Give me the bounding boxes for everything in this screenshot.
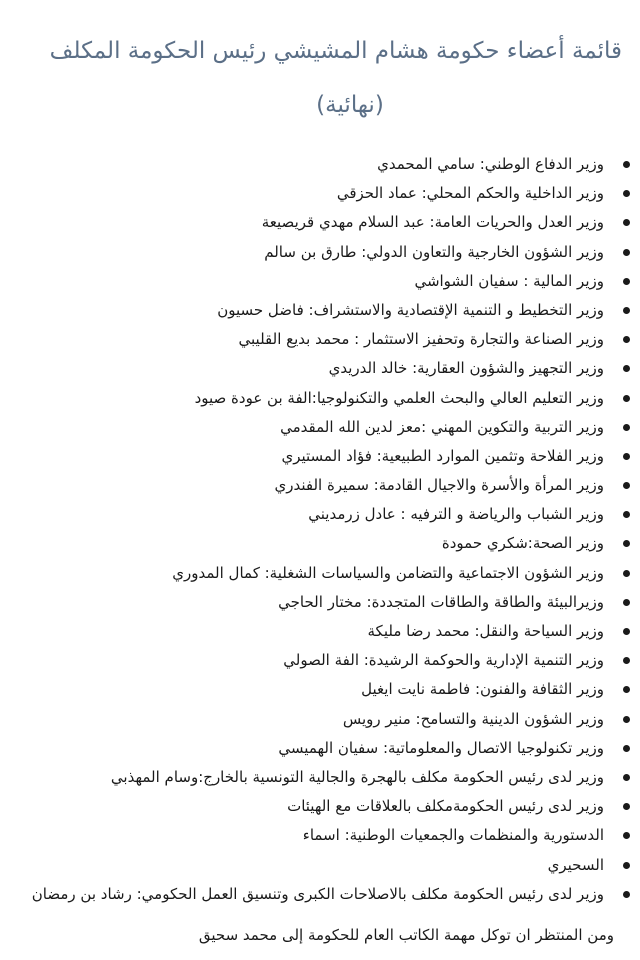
bullet-icon — [623, 745, 630, 752]
list-item — [4, 705, 630, 734]
bullet-icon — [623, 219, 630, 226]
footer-note: ومن المنتظر ان توكل مهمة الكاتب العام للحكومة إلى محمد سحيق — [198, 926, 614, 944]
bullet-icon — [623, 862, 630, 869]
list-item-text: وزير التخطيط و التنمية الإقتصادية والاستشراف: فاضل حسيون — [217, 300, 604, 319]
list-item — [4, 384, 630, 413]
list-item — [4, 150, 630, 179]
bullet-icon — [623, 278, 630, 285]
list-item-text: وزير لدى رئيس الحكومة مكلف بالاصلاحات الكبرى وتنسيق العمل الحكومي: رشاد بن رمضان — [31, 884, 604, 903]
list-item — [4, 413, 630, 442]
bullet-icon — [623, 803, 630, 810]
bullet-icon — [623, 249, 630, 256]
bullet-icon — [623, 832, 630, 839]
bullet-icon — [623, 424, 630, 431]
bullet-icon — [623, 570, 630, 577]
list-item-text: وزير الشؤون الخارجية والتعاون الدولي: طارق بن سالم — [264, 242, 604, 261]
list-item-text: وزير السياحة والنقل: محمد رضا مليكة — [367, 622, 604, 640]
list-item-text: وزير الصناعة والتجارة وتحفيز الاستثمار : محمد بديع القليبي — [238, 330, 604, 349]
list-item — [4, 325, 630, 354]
list-item-text: وزير الشؤون الاجتماعية والتضامن والسياسات الشغلية: كمال المدوري — [172, 563, 604, 582]
list-item — [4, 442, 630, 471]
list-item-text: وزير الفلاحة وتثمين الموارد الطبيعية: فؤاد المستيري — [281, 446, 604, 465]
list-item-text: وزير المالية : سفيان الشواشي — [414, 271, 604, 290]
bullet-icon — [623, 657, 630, 664]
bullet-icon — [623, 190, 630, 197]
list-item — [4, 675, 630, 704]
bullet-icon — [623, 482, 630, 489]
bullet-icon — [623, 599, 630, 606]
bullet-icon — [623, 365, 630, 372]
list-item-text: الدستورية والمنظمات والجمعيات الوطنية: اسماء — [302, 826, 604, 845]
list-item — [4, 208, 630, 237]
list-item-text: السحيري — [547, 855, 604, 874]
list-item-text: وزير التربية والتكوين المهني :معز لدين الله المقدمي — [280, 417, 604, 436]
bullet-icon — [623, 336, 630, 343]
list-item — [4, 296, 630, 325]
list-item — [4, 792, 630, 821]
bullet-icon — [623, 774, 630, 781]
page-subtitle: (نهائية) — [316, 92, 384, 118]
bullet-icon — [623, 716, 630, 723]
bullet-icon — [623, 307, 630, 314]
list-item — [4, 617, 630, 646]
list-item — [4, 559, 630, 588]
list-item — [4, 821, 630, 850]
list-item — [4, 529, 630, 558]
list-item — [4, 471, 630, 500]
list-item — [4, 763, 630, 792]
bullet-icon — [623, 511, 630, 518]
list-item-text: وزير التنمية الإدارية والحوكمة الرشيدة: الفة الصولي — [283, 651, 604, 670]
ministers-list — [4, 150, 630, 909]
list-item-text: وزير الشؤون الدينية والتسامح: منير رويس — [342, 709, 604, 728]
list-item — [4, 179, 630, 208]
list-item — [4, 354, 630, 383]
list-item-text: وزير لدى رئيس الحكومة مكلف بالهجرة والجالية التونسية بالخارج:وسام المهذبي — [110, 767, 604, 786]
list-item-text: وزير الثقافة والفنون: فاطمة نايت ايغيل — [361, 680, 604, 699]
list-item-text: وزير تكنولوجيا الاتصال والمعلوماتية: سفيان الهميسي — [278, 738, 604, 757]
list-item-text: وزير التعليم العالي والبحث العلمي والتكنولوجيا:الفة بن عودة صيود — [194, 388, 604, 407]
bullet-icon — [623, 453, 630, 460]
list-item-text: وزير الدفاع الوطني: سامي المحمدي — [377, 155, 604, 173]
bullet-icon — [623, 540, 630, 547]
list-item-text: وزير الداخلية والحكم المحلي: عماد الحزقي — [336, 184, 604, 203]
list-item — [4, 588, 630, 617]
list-item-text: وزيرالبيئة والطاقة والطاقات المتجددة: مختار الحاجي — [278, 592, 604, 611]
list-item — [4, 500, 630, 529]
list-item — [4, 267, 630, 296]
list-item-text: وزير المرأة والأسرة والاجيال القادمة: سميرة الفندري — [274, 476, 604, 495]
list-item — [4, 646, 630, 675]
list-item — [4, 851, 630, 880]
list-item-text: وزير الشباب والرياضة و الترفيه : عادل زرمديني — [308, 505, 604, 524]
bullet-icon — [623, 686, 630, 693]
list-item-text: وزير التجهيز والشؤون العقارية: خالد الدريدي — [328, 359, 604, 378]
list-item-text: وزير العدل والحريات العامة: عبد السلام مهدي قريصيعة — [261, 213, 604, 232]
list-item-text: وزير الصحة:شكري حمودة — [441, 534, 604, 553]
page-title: قائمة أعضاء حكومة هشام المشيشي رئيس الحكومة المكلف — [49, 38, 622, 64]
list-item — [4, 238, 630, 267]
list-item-text: وزير لدى رئيس الحكومةمكلف بالعلاقات مع الهيئات — [287, 797, 604, 816]
bullet-icon — [623, 161, 630, 168]
list-item — [4, 734, 630, 763]
bullet-icon — [623, 395, 630, 402]
bullet-icon — [623, 628, 630, 635]
bullet-icon — [623, 891, 630, 898]
list-item — [4, 880, 630, 909]
